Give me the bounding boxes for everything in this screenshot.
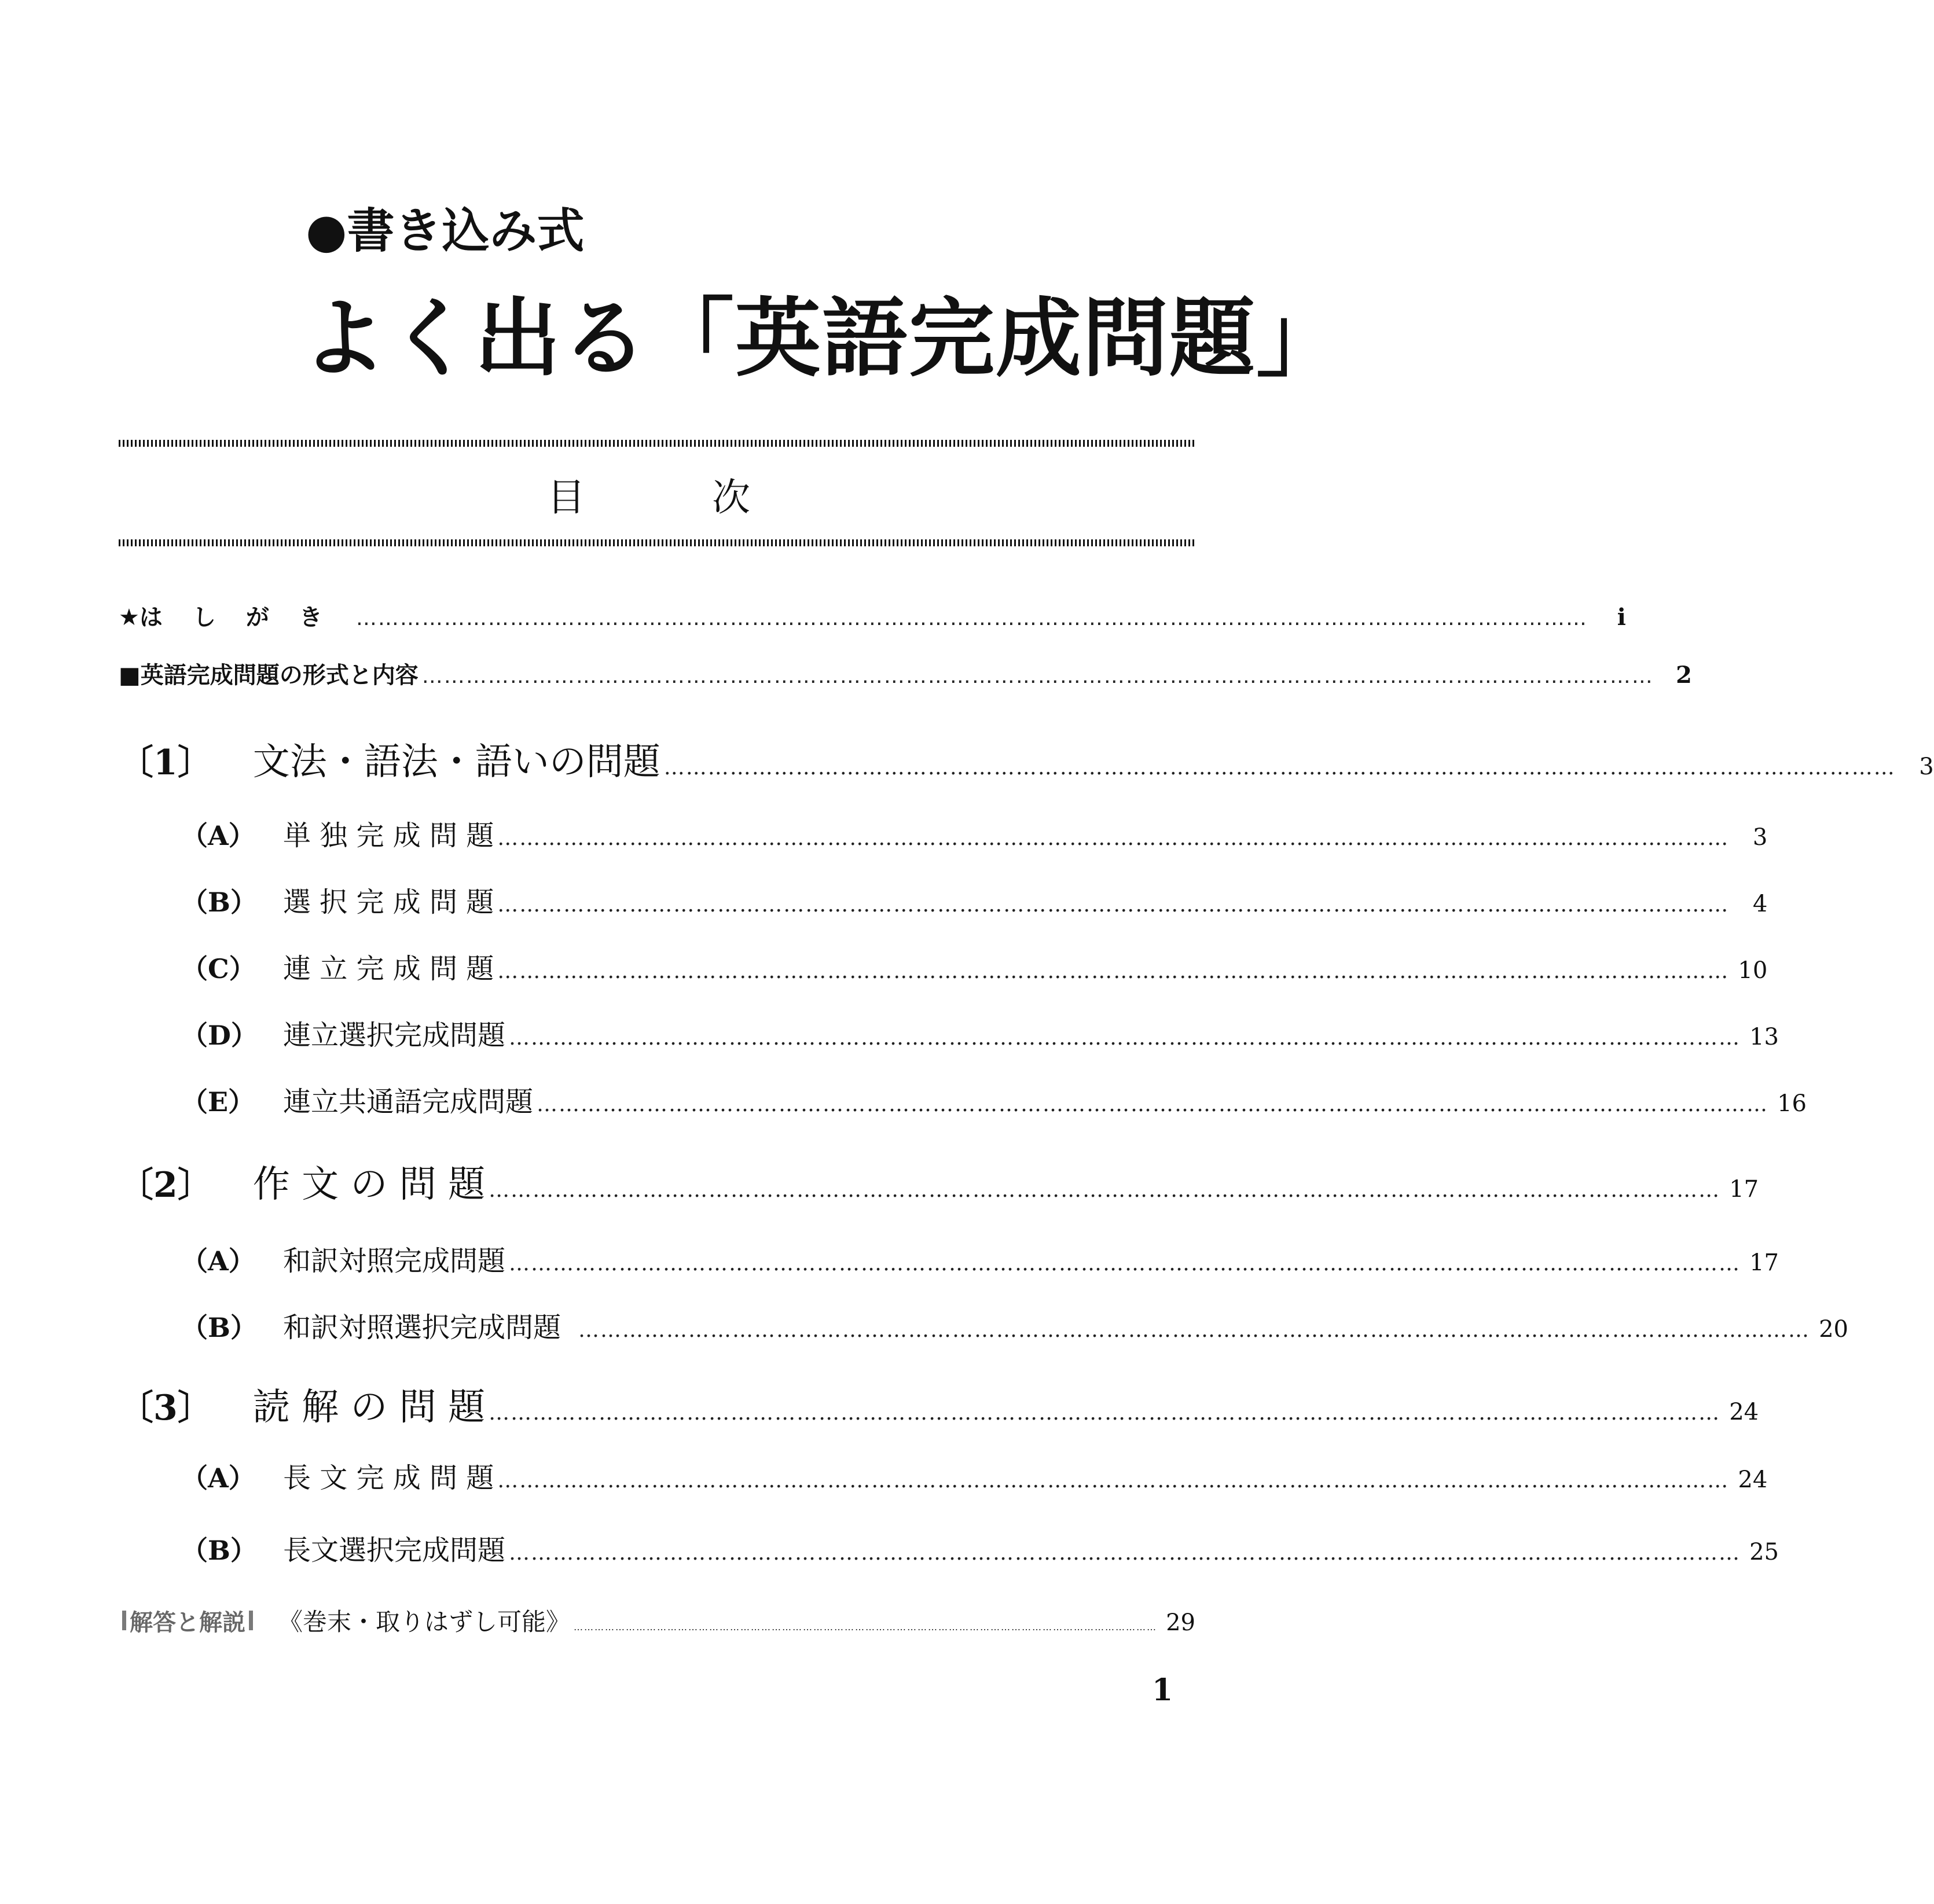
page-number: 1	[1152, 1673, 1173, 1708]
toc-section-1d[interactable]	[119, 1013, 1779, 1053]
subtitle: ●書き込み式	[306, 204, 585, 259]
section-label: 連立共通語完成問題	[283, 1086, 534, 1118]
toc-section-1c[interactable]	[119, 946, 1768, 986]
toc-entry-page: i	[1617, 604, 1626, 631]
leader-dots: ……………………………………………………………………………………………………………………………………………………	[497, 893, 1730, 917]
toc-section-1b[interactable]	[119, 880, 1768, 920]
toc-heading-left: 目	[547, 475, 585, 520]
toc-entry-label: 英語完成問題の形式と内容	[140, 662, 419, 689]
leader-dots: ……………………………………………………………………………………………………………………………………………………	[497, 826, 1730, 850]
toc-entry-page: 10	[1738, 957, 1768, 984]
toc-entry-label: 解答と解説	[129, 1609, 245, 1636]
toc-chapter-2[interactable]	[119, 1155, 1759, 1208]
toc-entry-page: 17	[1749, 1249, 1779, 1276]
leader-dots: ……………………………………………………………………………………………………………………………………………………	[663, 756, 1896, 780]
toc-section-1e[interactable]	[119, 1079, 1807, 1119]
leader-dots: ……………………………………………………………………………………………………………………………………………………	[509, 1541, 1741, 1565]
toc-entry-page: 16	[1777, 1090, 1807, 1117]
toc-entry-page: 25	[1749, 1539, 1779, 1565]
toc-entry-note: 《巻末・取りはずし可能》	[278, 1608, 570, 1636]
toc-entry-page: 13	[1749, 1024, 1779, 1050]
toc-entry-page: 24	[1729, 1399, 1759, 1425]
leader-dots: ……………………………………………………………………………………………………………………………………………………	[489, 1401, 1721, 1425]
section-number: （A）	[181, 1245, 255, 1277]
leader-dots: ……………………………………………………………………………………………………………………………………………………	[355, 607, 1588, 630]
section-label: 単 独 完 成 問 題	[283, 819, 494, 852]
toc-heading	[119, 472, 1195, 524]
leader-dots: ……………………………………………………………………………………………………………………………………………………	[537, 1093, 1769, 1116]
section-label: 和訳対照完成問題	[283, 1245, 506, 1277]
section-label: 和訳対照選択完成問題	[283, 1311, 562, 1344]
leader-dots: ……………………………………………………………………………………………………………………………………………………	[509, 1252, 1741, 1276]
chapter-label: 読 解 の 問 題	[252, 1386, 486, 1429]
section-number: （E）	[181, 1086, 255, 1118]
divider-bottom	[119, 539, 1195, 546]
toc-chapter-3[interactable]	[119, 1377, 1759, 1431]
section-number: （B）	[181, 1312, 257, 1343]
leader-dots: ……………………………………………………………………………………………………………………………………………………	[489, 1178, 1721, 1202]
toc-entry-page: 3	[1919, 753, 1934, 780]
toc-section-2b[interactable]	[119, 1305, 1849, 1345]
toc-entry-label: はしがき	[139, 604, 353, 631]
toc-section-3a[interactable]	[119, 1455, 1768, 1495]
section-number: （B）	[181, 887, 257, 918]
chapter-label: 作 文 の 問 題	[252, 1163, 486, 1206]
toc-section-3b[interactable]	[119, 1528, 1779, 1568]
toc-entry-preface[interactable]	[119, 599, 1626, 632]
leader-dots: ……………………………………………………………………………………………………………………………………………………	[497, 1469, 1730, 1493]
section-label: 連立選択完成問題	[283, 1019, 506, 1052]
toc-entry-page: 4	[1752, 891, 1768, 917]
book-title: よく出る「英語完成問題」	[301, 289, 1343, 388]
chapter-number: 〔3〕	[119, 1388, 212, 1428]
toc-entry-page: 24	[1738, 1466, 1768, 1493]
square-icon	[249, 1611, 253, 1630]
leader-dots: ……………………………………………………………………………………………………………………………………………………	[509, 1026, 1741, 1050]
section-label: 長文選択完成問題	[283, 1534, 506, 1567]
leader-dots: ……………………………………………………………………………………………………………………………………………………	[578, 1318, 1811, 1342]
toc-entry-page: 2	[1675, 661, 1692, 689]
chapter-label: 文法・語法・語いの問題	[252, 741, 660, 784]
star-icon: ★	[119, 604, 140, 631]
toc-entry-page: 17	[1729, 1176, 1759, 1203]
section-label: 長 文 完 成 問 題	[283, 1462, 494, 1494]
section-label: 連 立 完 成 問 題	[283, 953, 494, 985]
chapter-number: 〔2〕	[119, 1165, 212, 1205]
section-number: （B）	[181, 1535, 257, 1566]
toc-chapter-1[interactable]	[119, 732, 1934, 785]
leader-dots: ……………………………………………………………………………………………………………………………………………………	[497, 960, 1730, 983]
square-icon: ■	[119, 662, 141, 689]
section-number: （A）	[181, 1462, 255, 1494]
section-number: （C）	[181, 953, 256, 984]
toc-section-1a[interactable]	[119, 813, 1768, 853]
chapter-number: 〔1〕	[119, 743, 212, 783]
toc-entry-page: 3	[1752, 824, 1768, 851]
divider-top	[119, 440, 1195, 447]
toc-entry-page: 20	[1819, 1316, 1849, 1343]
square-icon	[122, 1611, 126, 1630]
toc-section-2a[interactable]	[119, 1238, 1779, 1278]
section-number: （D）	[181, 1020, 258, 1051]
toc-heading-right: 次	[712, 475, 750, 520]
section-number: （A）	[181, 820, 255, 851]
section-label: 選 択 完 成 問 題	[283, 886, 494, 918]
toc-entry-format[interactable]	[119, 657, 1692, 690]
toc-entry-page: 29	[1166, 1609, 1195, 1636]
toc-entry-answers[interactable]	[119, 1603, 1195, 1638]
leader-dots: ……………………………………………………………………………………………………………………………………………………	[421, 664, 1654, 688]
leader-dots: ……………………………………………………………………………………………………………………………………………………	[573, 1622, 1157, 1633]
